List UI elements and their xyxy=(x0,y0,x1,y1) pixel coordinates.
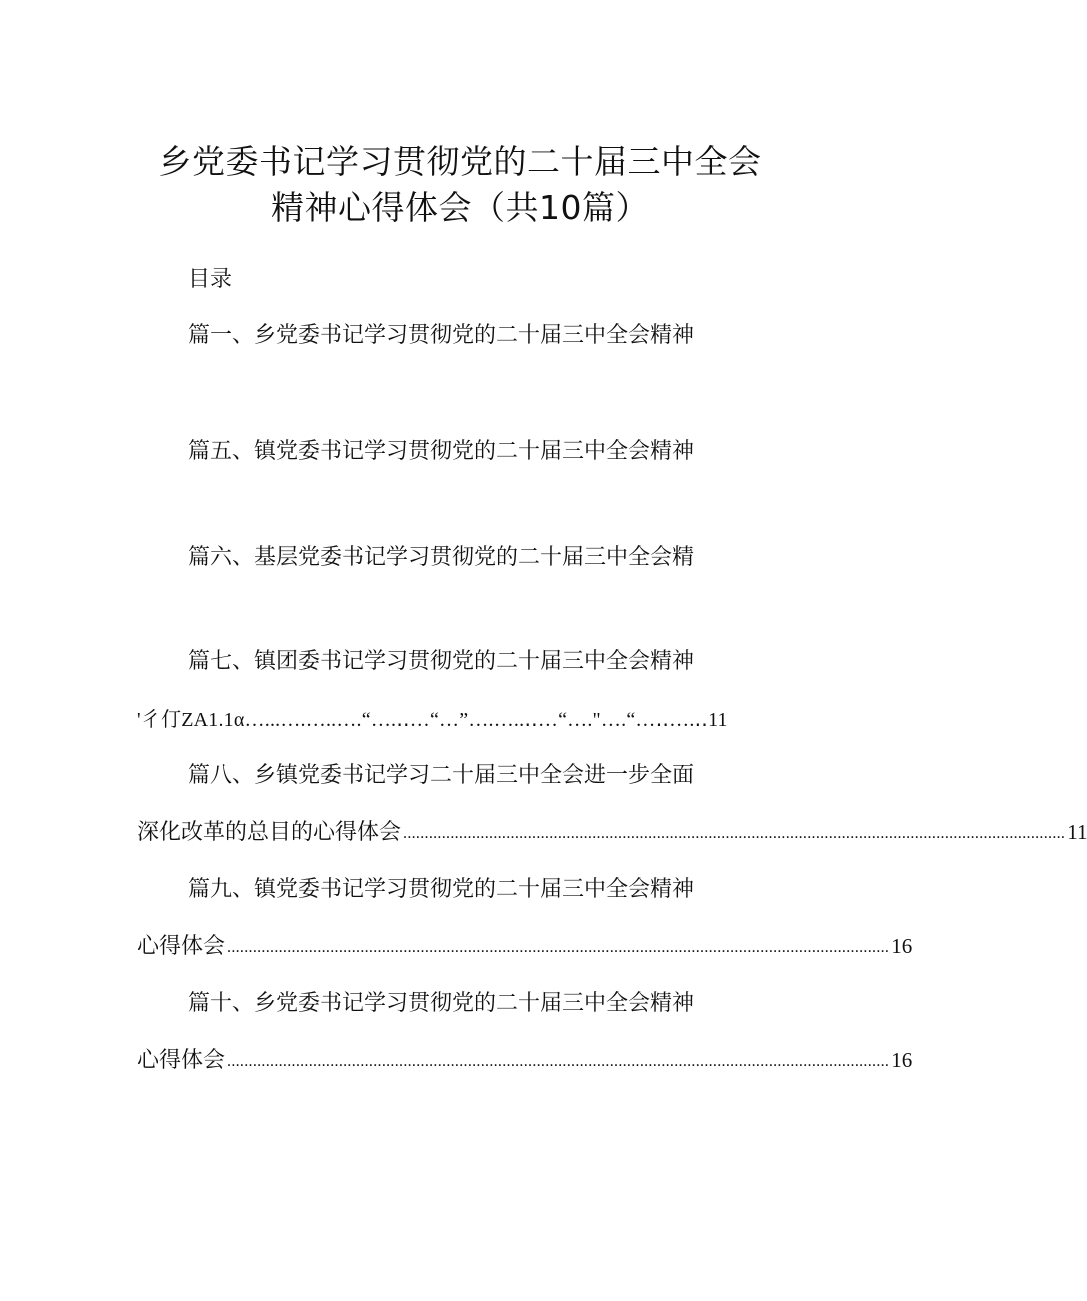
toc-entry-7[interactable]: 篇七、镇团委书记学习贯彻党的二十届三中全会精神 xyxy=(188,649,695,674)
dot-leader: .......................................................................................................................................................... xyxy=(227,1053,890,1070)
title-line-2: 精神心得体会（共10篇） xyxy=(271,188,649,227)
toc-heading: 目录 xyxy=(188,267,233,292)
toc-entry-10[interactable]: 篇十、乡党委书记学习贯彻党的二十届三中全会精神 xyxy=(188,991,695,1016)
page-number: 16 xyxy=(891,934,913,958)
page-number: 11 xyxy=(1067,820,1087,844)
toc-entry-text: 心得体会 xyxy=(137,1048,226,1073)
toc-entry-5[interactable]: 篇五、镇党委书记学习贯彻党的二十届三中全会精神 xyxy=(188,439,695,464)
toc-entry-6[interactable]: 篇六、基层党委书记学习贯彻党的二十届三中全会精 xyxy=(188,545,695,570)
toc-entry-10-continuation[interactable] xyxy=(137,1046,913,1074)
toc-entry-text: 深化改革的总目的心得体会 xyxy=(137,820,402,845)
dot-leader: .......................................................................................................................................................... xyxy=(403,825,1066,842)
toc-entry-8-continuation[interactable] xyxy=(137,818,1087,846)
toc-entry-text: 心得体会 xyxy=(137,934,226,959)
toc-entry-8[interactable]: 篇八、乡镇党委书记学习二十届三中全会进一步全面 xyxy=(188,763,695,788)
toc-entry-9[interactable]: 篇九、镇党委书记学习贯彻党的二十届三中全会精神 xyxy=(188,877,695,902)
dot-leader: .......................................................................................................................................................... xyxy=(227,939,890,956)
toc-entry-7-garbled-line[interactable]: '彳仃ZA1.1α…...….…..….“….‥…“…”….…..‥…“…."….“…‥….‥11 xyxy=(137,709,728,731)
toc-entry-9-continuation[interactable] xyxy=(137,932,913,960)
toc-entry-1[interactable]: 篇一、乡党委书记学习贯彻党的二十届三中全会精神 xyxy=(188,323,695,348)
page-number: 16 xyxy=(891,1048,913,1072)
title-line-1: 乡党委书记学习贯彻党的二十届三中全会 xyxy=(158,142,762,181)
